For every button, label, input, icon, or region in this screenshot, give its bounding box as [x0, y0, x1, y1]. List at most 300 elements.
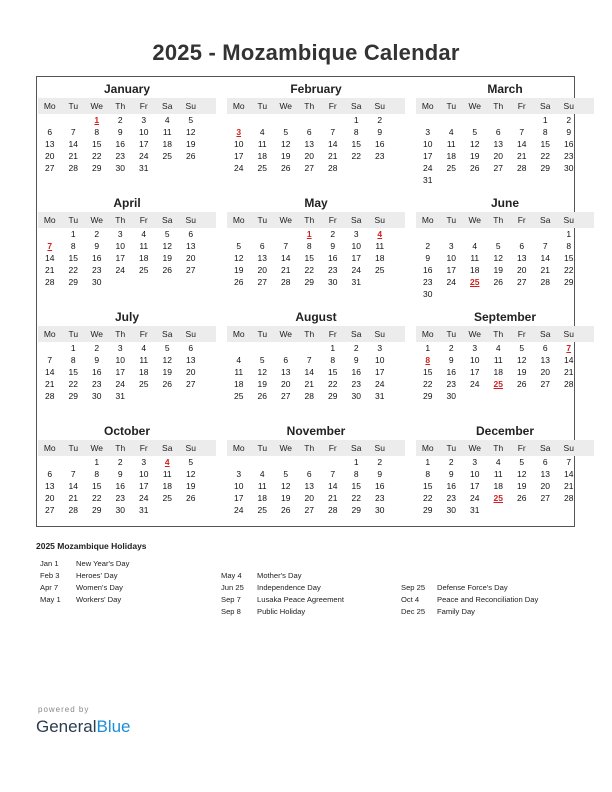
- week-row: [38, 366, 216, 378]
- empty-cell: [156, 390, 180, 402]
- day-cell: 9: [425, 253, 431, 263]
- weekday-label: We: [279, 101, 293, 111]
- day-cell: 12: [257, 367, 267, 377]
- holiday-date: Sep 25: [401, 583, 426, 592]
- weekday-label: Sa: [540, 443, 551, 453]
- day-cell: 1: [425, 457, 431, 467]
- week-row: [38, 264, 216, 276]
- weekday-label: We: [90, 215, 104, 225]
- day-cell: 12: [517, 469, 527, 479]
- day-cell: 30: [564, 163, 574, 173]
- weekday-label: Sa: [540, 215, 551, 225]
- day-cell: 26: [234, 277, 244, 287]
- day-cell: 18: [257, 493, 267, 503]
- day-cell: 6: [495, 127, 501, 137]
- week-row: [416, 504, 594, 516]
- month-name: April: [113, 196, 141, 210]
- day-cell: 21: [564, 367, 574, 377]
- empty-cell: [368, 162, 392, 174]
- day-cell: 8: [306, 241, 312, 251]
- holiday-day: 25: [493, 379, 503, 389]
- day-cell: 14: [45, 367, 55, 377]
- day-cell: 18: [139, 253, 149, 263]
- weekday-label: Tu: [446, 101, 457, 111]
- day-cell: 9: [448, 355, 454, 365]
- day-cell: 13: [45, 139, 55, 149]
- day-cell: 2: [117, 457, 123, 467]
- week-row: [227, 150, 405, 162]
- day-cell: 5: [472, 127, 478, 137]
- day-cell: 30: [375, 505, 385, 515]
- day-cell: 24: [234, 505, 244, 515]
- day-cell: 11: [139, 241, 149, 251]
- weekday-label: Mo: [232, 329, 245, 339]
- weekday-label: We: [468, 215, 482, 225]
- month-name: October: [103, 424, 150, 438]
- weekday-header: [227, 212, 405, 228]
- day-cell: 23: [115, 151, 125, 161]
- week-row: [416, 288, 594, 300]
- month-november: [227, 424, 405, 516]
- week-row: [227, 276, 405, 288]
- day-cell: 22: [68, 265, 78, 275]
- day-cell: 14: [68, 481, 78, 491]
- week-row: [227, 378, 405, 390]
- day-cell: 25: [257, 505, 267, 515]
- month-july: [38, 310, 216, 402]
- day-cell: 19: [234, 265, 244, 275]
- day-cell: 13: [540, 469, 550, 479]
- weekday-label: We: [279, 329, 293, 339]
- weekday-label: Sa: [540, 329, 551, 339]
- day-cell: 14: [68, 139, 78, 149]
- day-cell: 26: [470, 163, 480, 173]
- weekday-label: We: [279, 215, 293, 225]
- weekday-header: [416, 212, 594, 228]
- day-cell: 13: [281, 367, 291, 377]
- day-cell: 27: [45, 163, 55, 173]
- weekday-label: Fr: [139, 329, 148, 339]
- day-cell: 27: [540, 493, 550, 503]
- day-cell: 31: [375, 391, 385, 401]
- day-cell: 2: [566, 115, 572, 125]
- day-cell: 28: [45, 277, 55, 287]
- weekday-label: Th: [304, 443, 315, 453]
- week-row: [416, 162, 594, 174]
- day-cell: 8: [353, 469, 359, 479]
- week-row: [38, 150, 216, 162]
- day-cell: 23: [328, 265, 338, 275]
- day-cell: 29: [351, 505, 361, 515]
- day-cell: 28: [68, 163, 78, 173]
- day-cell: 26: [186, 493, 196, 503]
- day-cell: 18: [139, 367, 149, 377]
- weekday-header: [38, 212, 216, 228]
- day-cell: 6: [519, 241, 525, 251]
- day-cell: 29: [304, 277, 314, 287]
- empty-cell: [156, 504, 180, 516]
- day-cell: 10: [115, 355, 125, 365]
- weekday-label: Th: [304, 101, 315, 111]
- day-cell: 30: [115, 505, 125, 515]
- holiday-entry: [40, 570, 129, 582]
- day-cell: 4: [259, 127, 265, 137]
- weekday-label: Mo: [43, 215, 56, 225]
- empty-cell: [321, 114, 345, 126]
- weekday-label: Mo: [43, 329, 56, 339]
- day-cell: 21: [68, 151, 78, 161]
- day-cell: 26: [257, 391, 267, 401]
- day-cell: 17: [139, 139, 149, 149]
- day-cell: 2: [448, 457, 454, 467]
- day-cell: 27: [304, 163, 314, 173]
- day-cell: 7: [283, 241, 289, 251]
- weekday-label: Sa: [162, 329, 173, 339]
- holiday-name: Workers' Day: [76, 595, 122, 604]
- empty-cell: [132, 390, 156, 402]
- day-cell: 11: [257, 139, 267, 149]
- day-cell: 23: [92, 265, 102, 275]
- day-cell: 5: [283, 469, 289, 479]
- day-cell: 19: [517, 367, 527, 377]
- day-cell: 20: [304, 151, 314, 161]
- weekday-label: Sa: [351, 101, 362, 111]
- day-cell: 24: [423, 163, 433, 173]
- weekday-header: [38, 98, 216, 114]
- weekday-label: Tu: [257, 329, 268, 339]
- day-cell: 3: [236, 469, 242, 479]
- day-cell: 8: [70, 355, 76, 365]
- day-cell: 27: [493, 163, 503, 173]
- day-cell: 25: [139, 379, 149, 389]
- weekday-label: Su: [563, 443, 574, 453]
- day-cell: 28: [517, 163, 527, 173]
- day-cell: 4: [448, 127, 454, 137]
- empty-cell: [345, 162, 369, 174]
- day-cell: 9: [353, 355, 359, 365]
- day-cell: 13: [304, 481, 314, 491]
- day-cell: 3: [448, 241, 454, 251]
- day-cell: 15: [92, 139, 102, 149]
- day-cell: 14: [45, 253, 55, 263]
- weekday-label: Sa: [351, 215, 362, 225]
- week-row: [416, 228, 594, 240]
- empty-cell: [298, 456, 322, 468]
- empty-cell: [463, 288, 487, 300]
- day-cell: 24: [375, 379, 385, 389]
- day-cell: 15: [423, 367, 433, 377]
- empty-cell: [440, 114, 464, 126]
- day-cell: 15: [351, 139, 361, 149]
- week-row: [38, 492, 216, 504]
- day-cell: 22: [423, 379, 433, 389]
- day-cell: 15: [540, 139, 550, 149]
- day-cell: 18: [375, 253, 385, 263]
- day-cell: 31: [139, 505, 149, 515]
- weekday-label: Mo: [232, 101, 245, 111]
- holiday-name: Heroes' Day: [76, 571, 118, 580]
- week-row: [38, 162, 216, 174]
- week-row: [227, 456, 405, 468]
- day-cell: 18: [470, 265, 480, 275]
- day-cell: 20: [257, 265, 267, 275]
- day-cell: 22: [540, 151, 550, 161]
- day-cell: 13: [45, 481, 55, 491]
- day-cell: 11: [257, 481, 267, 491]
- day-cell: 4: [495, 343, 501, 353]
- day-cell: 22: [423, 493, 433, 503]
- day-cell: 11: [139, 355, 149, 365]
- day-cell: 21: [45, 379, 55, 389]
- week-row: [227, 228, 405, 240]
- empty-cell: [274, 456, 298, 468]
- day-cell: 11: [470, 253, 480, 263]
- day-cell: 6: [306, 127, 312, 137]
- empty-cell: [534, 390, 558, 402]
- weekday-label: Tu: [257, 101, 268, 111]
- day-cell: 30: [446, 391, 456, 401]
- empty-cell: [440, 288, 464, 300]
- weekday-label: Th: [115, 215, 126, 225]
- month-april: [38, 196, 216, 288]
- week-row: [38, 126, 216, 138]
- day-cell: 27: [45, 505, 55, 515]
- day-cell: 4: [259, 469, 265, 479]
- day-cell: 27: [186, 379, 196, 389]
- weekday-header: [227, 326, 405, 342]
- day-cell: 18: [162, 139, 172, 149]
- holidays-title: 2025 Mozambique Holidays: [36, 541, 147, 551]
- holiday-entry: [401, 594, 538, 606]
- day-cell: 26: [517, 379, 527, 389]
- day-cell: 17: [115, 253, 125, 263]
- weekday-label: Mo: [43, 101, 56, 111]
- week-row: [227, 354, 405, 366]
- day-cell: 1: [353, 115, 359, 125]
- day-cell: 2: [353, 343, 359, 353]
- empty-cell: [487, 114, 511, 126]
- day-cell: 10: [470, 355, 480, 365]
- empty-cell: [463, 114, 487, 126]
- weekday-label: Su: [374, 329, 385, 339]
- day-cell: 19: [281, 493, 291, 503]
- week-row: [227, 390, 405, 402]
- day-cell: 10: [139, 127, 149, 137]
- day-cell: 28: [564, 493, 574, 503]
- weekday-label: Mo: [421, 101, 434, 111]
- month-name: March: [487, 82, 523, 96]
- day-cell: 17: [470, 481, 480, 491]
- month-name: November: [286, 424, 346, 438]
- brand-blue-text: Blue: [96, 717, 131, 736]
- week-row: [416, 468, 594, 480]
- day-cell: 19: [186, 139, 196, 149]
- day-cell: 5: [259, 355, 265, 365]
- weekday-label: Sa: [162, 101, 173, 111]
- empty-cell: [62, 114, 86, 126]
- week-row: [227, 366, 405, 378]
- holiday-name: Public Holiday: [257, 607, 306, 616]
- day-cell: 15: [304, 253, 314, 263]
- empty-cell: [38, 456, 62, 468]
- day-cell: 22: [92, 493, 102, 503]
- empty-cell: [510, 288, 534, 300]
- weekday-label: Sa: [351, 443, 362, 453]
- empty-cell: [416, 114, 440, 126]
- day-cell: 3: [141, 457, 147, 467]
- calendar-grid: [36, 76, 575, 527]
- day-cell: 16: [92, 367, 102, 377]
- weekday-label: Fr: [139, 215, 148, 225]
- empty-cell: [534, 228, 558, 240]
- weekday-label: Tu: [446, 329, 457, 339]
- holiday-name: Independence Day: [257, 583, 321, 592]
- week-row: [416, 264, 594, 276]
- day-cell: 4: [236, 355, 242, 365]
- week-row: [38, 456, 216, 468]
- day-cell: 17: [139, 481, 149, 491]
- holiday-list-column: [221, 570, 344, 618]
- weekday-label: Tu: [68, 329, 79, 339]
- day-cell: 21: [564, 481, 574, 491]
- day-cell: 14: [328, 139, 338, 149]
- day-cell: 20: [517, 265, 527, 275]
- day-cell: 18: [257, 151, 267, 161]
- month-name: July: [114, 310, 139, 324]
- month-december: [416, 424, 594, 516]
- empty-cell: [487, 504, 511, 516]
- empty-cell: [463, 228, 487, 240]
- day-cell: 30: [446, 505, 456, 515]
- holiday-name: Lusaka Peace Agreement: [257, 595, 344, 604]
- day-cell: 27: [257, 277, 267, 287]
- weekday-label: Fr: [328, 101, 337, 111]
- month-february: [227, 82, 405, 174]
- day-cell: 24: [470, 379, 480, 389]
- week-row: [38, 390, 216, 402]
- day-cell: 25: [446, 163, 456, 173]
- holiday-day: 7: [47, 241, 53, 251]
- month-june: [416, 196, 594, 300]
- weekday-label: Sa: [351, 329, 362, 339]
- week-row: [416, 456, 594, 468]
- weekday-label: Th: [304, 329, 315, 339]
- day-cell: 3: [353, 229, 359, 239]
- empty-cell: [38, 342, 62, 354]
- holiday-date: Sep 8: [221, 607, 241, 616]
- day-cell: 8: [353, 127, 359, 137]
- day-cell: 20: [45, 493, 55, 503]
- day-cell: 31: [351, 277, 361, 287]
- weekday-label: Mo: [232, 215, 245, 225]
- day-cell: 7: [306, 355, 312, 365]
- day-cell: 8: [94, 127, 100, 137]
- weekday-label: Su: [374, 443, 385, 453]
- day-cell: 27: [281, 391, 291, 401]
- day-cell: 21: [68, 493, 78, 503]
- weekday-label: Su: [185, 443, 196, 453]
- holiday-date: Apr 7: [40, 583, 59, 592]
- weekday-label: We: [90, 443, 104, 453]
- empty-cell: [487, 390, 511, 402]
- day-cell: 16: [115, 139, 125, 149]
- day-cell: 8: [425, 469, 431, 479]
- week-row: [38, 138, 216, 150]
- day-cell: 6: [283, 355, 289, 365]
- day-cell: 5: [188, 115, 194, 125]
- holiday-name: Mother's Day: [257, 571, 302, 580]
- day-cell: 20: [186, 253, 196, 263]
- empty-cell: [440, 228, 464, 240]
- holiday-date: Sep 7: [221, 595, 241, 604]
- day-cell: 29: [68, 391, 78, 401]
- weekday-label: Th: [304, 215, 315, 225]
- weekday-label: Fr: [328, 215, 337, 225]
- day-cell: 14: [564, 469, 574, 479]
- weekday-label: Tu: [446, 443, 457, 453]
- holiday-entry: [221, 594, 344, 606]
- day-cell: 19: [186, 481, 196, 491]
- day-cell: 12: [234, 253, 244, 263]
- day-cell: 29: [423, 505, 433, 515]
- day-cell: 16: [564, 139, 574, 149]
- day-cell: 8: [542, 127, 548, 137]
- empty-cell: [510, 174, 534, 186]
- day-cell: 8: [94, 469, 100, 479]
- weekday-label: Tu: [446, 215, 457, 225]
- holiday-day: 25: [493, 493, 503, 503]
- day-cell: 22: [92, 151, 102, 161]
- week-row: [38, 342, 216, 354]
- day-cell: 21: [281, 265, 291, 275]
- day-cell: 13: [186, 355, 196, 365]
- day-cell: 6: [188, 229, 194, 239]
- day-cell: 29: [564, 277, 574, 287]
- day-cell: 12: [517, 355, 527, 365]
- day-cell: 17: [234, 151, 244, 161]
- empty-cell: [227, 114, 251, 126]
- holiday-entry: [221, 570, 344, 582]
- day-cell: 27: [186, 265, 196, 275]
- weekday-label: Sa: [162, 215, 173, 225]
- day-cell: 12: [493, 253, 503, 263]
- day-cell: 3: [141, 115, 147, 125]
- day-cell: 21: [540, 265, 550, 275]
- day-cell: 14: [328, 481, 338, 491]
- day-cell: 15: [328, 367, 338, 377]
- day-cell: 14: [304, 367, 314, 377]
- empty-cell: [156, 276, 180, 288]
- empty-cell: [274, 114, 298, 126]
- empty-cell: [251, 114, 275, 126]
- weekday-label: We: [90, 101, 104, 111]
- empty-cell: [487, 288, 511, 300]
- day-cell: 6: [47, 469, 53, 479]
- weekday-header: [416, 326, 594, 342]
- day-cell: 10: [446, 253, 456, 263]
- day-cell: 17: [423, 151, 433, 161]
- holiday-day: 4: [377, 229, 383, 239]
- empty-cell: [227, 228, 251, 240]
- day-cell: 23: [375, 151, 385, 161]
- weekday-label: Fr: [139, 443, 148, 453]
- weekday-label: Su: [185, 215, 196, 225]
- day-cell: 1: [353, 457, 359, 467]
- day-cell: 12: [186, 469, 196, 479]
- weekday-label: Fr: [328, 329, 337, 339]
- weekday-label: Su: [563, 101, 574, 111]
- weekday-label: Sa: [540, 101, 551, 111]
